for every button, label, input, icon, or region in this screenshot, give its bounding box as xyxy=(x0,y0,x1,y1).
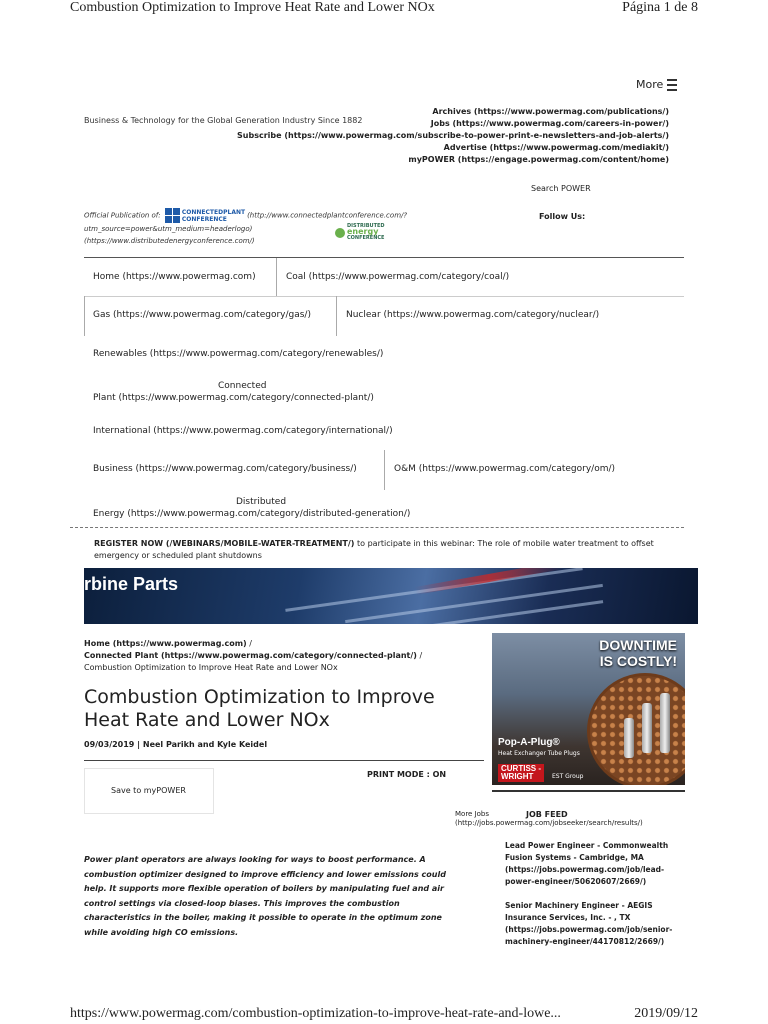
nav-separator xyxy=(336,296,337,336)
top-link-archives[interactable]: Archives (https://www.powermag.com/publications/) xyxy=(432,107,669,116)
top-link-jobs[interactable]: Jobs (https://www.powermag.com/careers-in-power/) xyxy=(430,119,669,128)
print-header xyxy=(70,0,698,20)
distributed-energy-logo[interactable] xyxy=(335,224,385,241)
nav-separator xyxy=(384,450,385,490)
ad-headline-2: IS COSTLY! xyxy=(599,653,677,669)
connected-plant-logo-icon xyxy=(165,208,180,223)
nav-connected-plant[interactable]: Plant (https://www.powermag.com/category/connected-plant/) xyxy=(93,393,374,403)
breadcrumb-separator: / xyxy=(246,639,252,648)
nav-separator xyxy=(276,258,277,296)
top-link-mypower[interactable]: myPOWER (https://engage.powermag.com/content/home) xyxy=(408,155,669,164)
nav-international[interactable]: International (https://www.powermag.com/category/international/) xyxy=(93,426,393,436)
nav-row-rule xyxy=(84,296,684,297)
job-item[interactable]: Senior Machinery Engineer - AEGIS Insurance Services, Inc. - , TX (https://jobs.powermag.com/job/senior-machinery-engineer/44170812/2669/) xyxy=(505,901,673,946)
print-footer xyxy=(70,1006,698,1024)
search-label[interactable]: Search POWER xyxy=(531,184,591,193)
nav-separator xyxy=(84,296,85,336)
banner-ad[interactable] xyxy=(84,568,698,624)
ad-brand-2: WRIGHT xyxy=(501,772,534,781)
print-footer-date: 2019/09/12 xyxy=(634,1006,698,1021)
banner-text: rbine Parts xyxy=(84,574,179,594)
save-to-mypower-button[interactable] xyxy=(84,768,214,814)
de-logo-line2: energy xyxy=(347,227,379,236)
page-number: Página 1 de 8 xyxy=(622,0,698,15)
ad-product-sub: Heat Exchanger Tube Plugs xyxy=(498,750,580,757)
connected-plant-logo[interactable] xyxy=(165,208,245,223)
more-label: More xyxy=(636,78,664,91)
breadcrumb-separator: / xyxy=(416,651,423,660)
print-header-title: Combustion Optimization to Improve Heat Rate and Lower NOx xyxy=(70,0,435,15)
webinar-notice xyxy=(94,538,684,562)
breadcrumb-current: Combustion Optimization to Improve Heat Rate and Lower NOx xyxy=(84,663,338,672)
ad-brand-1: CURTISS - xyxy=(501,764,541,773)
ad-group: EST Group xyxy=(552,773,584,780)
article-title: Combustion Optimization to Improve Heat Rate and Lower NOx xyxy=(84,686,435,731)
de-logo-line1: DISTRIBUTED xyxy=(347,223,385,229)
ad-product: Pop-A-Plug® xyxy=(498,737,560,748)
banner-stripe xyxy=(405,600,603,624)
tube-sheet-image xyxy=(587,673,685,785)
job-feed-title: JOB FEED xyxy=(526,810,568,819)
article-abstract: Power plant operators are always looking for ways to boost performance. A combustion optimizer designed to improve efficiency and lower emissions could help. It supports more flexible operation of boilers by manipulating fuel and air control settings via closed-loop biases. This improves the combustion characteristics in the boiler, making it possible to operate in the optimum zone while avoiding high CO emissions. xyxy=(84,855,446,937)
ad-brand-logo xyxy=(498,764,544,782)
register-text: to participate in this webinar: The role of mobile water treatment to offset emergency or scheduled plant shutdowns xyxy=(94,539,654,560)
more-jobs-label: More Jobs xyxy=(455,810,490,818)
official-publication xyxy=(84,208,504,247)
distributed-energy-icon xyxy=(335,228,345,238)
nav-distributed-energy[interactable]: Energy (https://www.powermag.com/category/distributed-generation/) xyxy=(93,509,411,519)
nav-renewables[interactable]: Renewables (https://www.powermag.com/category/renewables/) xyxy=(93,349,384,359)
article-byline: 09/03/2019 | Neel Parikh and Kyle Keidel xyxy=(84,740,268,749)
official-url[interactable]: (http://www.connectedplantconference.com/?utm_source=power&utm_medium=headerlogo) xyxy=(84,211,408,233)
nav-business[interactable]: Business (https://www.powermag.com/category/business/) xyxy=(93,464,357,474)
register-link[interactable]: REGISTER NOW (/WEBINARS/MOBILE-WATER-TREATMENT/) xyxy=(94,539,355,548)
cp-logo-line2: CONFERENCE xyxy=(181,215,227,223)
ad-rule xyxy=(492,790,685,792)
de-logo-line3: CONFERENCE xyxy=(347,235,385,241)
top-links xyxy=(237,106,669,166)
follow-us-label: Follow Us: xyxy=(539,212,586,221)
breadcrumb xyxy=(84,638,484,674)
breadcrumb-home[interactable]: Home (https://www.powermag.com) xyxy=(84,639,247,648)
plug-image xyxy=(624,718,634,758)
breadcrumb-connected-plant[interactable]: Connected Plant (https://www.powermag.com/category/connected-plant/) xyxy=(84,651,417,660)
nav-nuclear[interactable]: Nuclear (https://www.powermag.com/category/nuclear/) xyxy=(346,310,600,320)
nav-om[interactable]: O&M (https://www.powermag.com/category/om/) xyxy=(394,464,616,474)
plug-image xyxy=(642,703,652,753)
more-jobs-url: (http://jobs.powermag.com/jobseeker/search/results/) xyxy=(455,819,643,827)
menu-icon xyxy=(667,79,677,91)
job-item[interactable]: Lead Power Engineer - Commonwealth Fusion Systems - Cambridge, MA (https://jobs.powermag.com/job/lead-power-engineer/50620607/2669/) xyxy=(505,841,669,886)
print-footer-url: https://www.powermag.com/combustion-optimization-to-improve-heat-rate-and-lowe... xyxy=(70,1006,561,1021)
nav-gas[interactable]: Gas (https://www.powermag.com/category/gas/) xyxy=(93,310,311,320)
title-rule xyxy=(84,760,484,761)
save-label: Save to myPOWER xyxy=(111,786,186,795)
nav-home[interactable]: Home (https://www.powermag.com) xyxy=(93,272,256,282)
banner-streak xyxy=(414,568,563,595)
official-prefix: Official Publication of: xyxy=(84,211,161,220)
nav-bottom-rule xyxy=(70,527,684,528)
print-mode-label: PRINT MODE : ON xyxy=(367,770,447,779)
site-tagline: Business & Technology for the Global Generation Industry Since 1882 xyxy=(84,116,363,125)
side-ad[interactable] xyxy=(492,633,685,785)
more-menu-button[interactable] xyxy=(636,78,677,91)
plug-image xyxy=(660,693,670,753)
top-link-advertise[interactable]: Advertise (https://www.powermag.com/mediakit/) xyxy=(443,143,669,152)
nav-distributed-word[interactable]: Distributed xyxy=(236,497,287,507)
ad-headline xyxy=(599,637,677,669)
nav-top-rule xyxy=(84,257,684,258)
top-link-subscribe[interactable]: Subscribe (https://www.powermag.com/subscribe-to-power-print-e-newsletters-and-job-alerts/) xyxy=(237,131,669,140)
nav-connected-word[interactable]: Connected xyxy=(218,381,267,391)
cp-logo-line1: CONNECTEDPLANT xyxy=(181,208,246,216)
official-url-2[interactable]: (https://www.distributedenergyconference.com/) xyxy=(84,237,255,245)
ad-headline-1: DOWNTIME xyxy=(599,637,677,653)
nav-coal[interactable]: Coal (https://www.powermag.com/category/coal/) xyxy=(286,272,510,282)
